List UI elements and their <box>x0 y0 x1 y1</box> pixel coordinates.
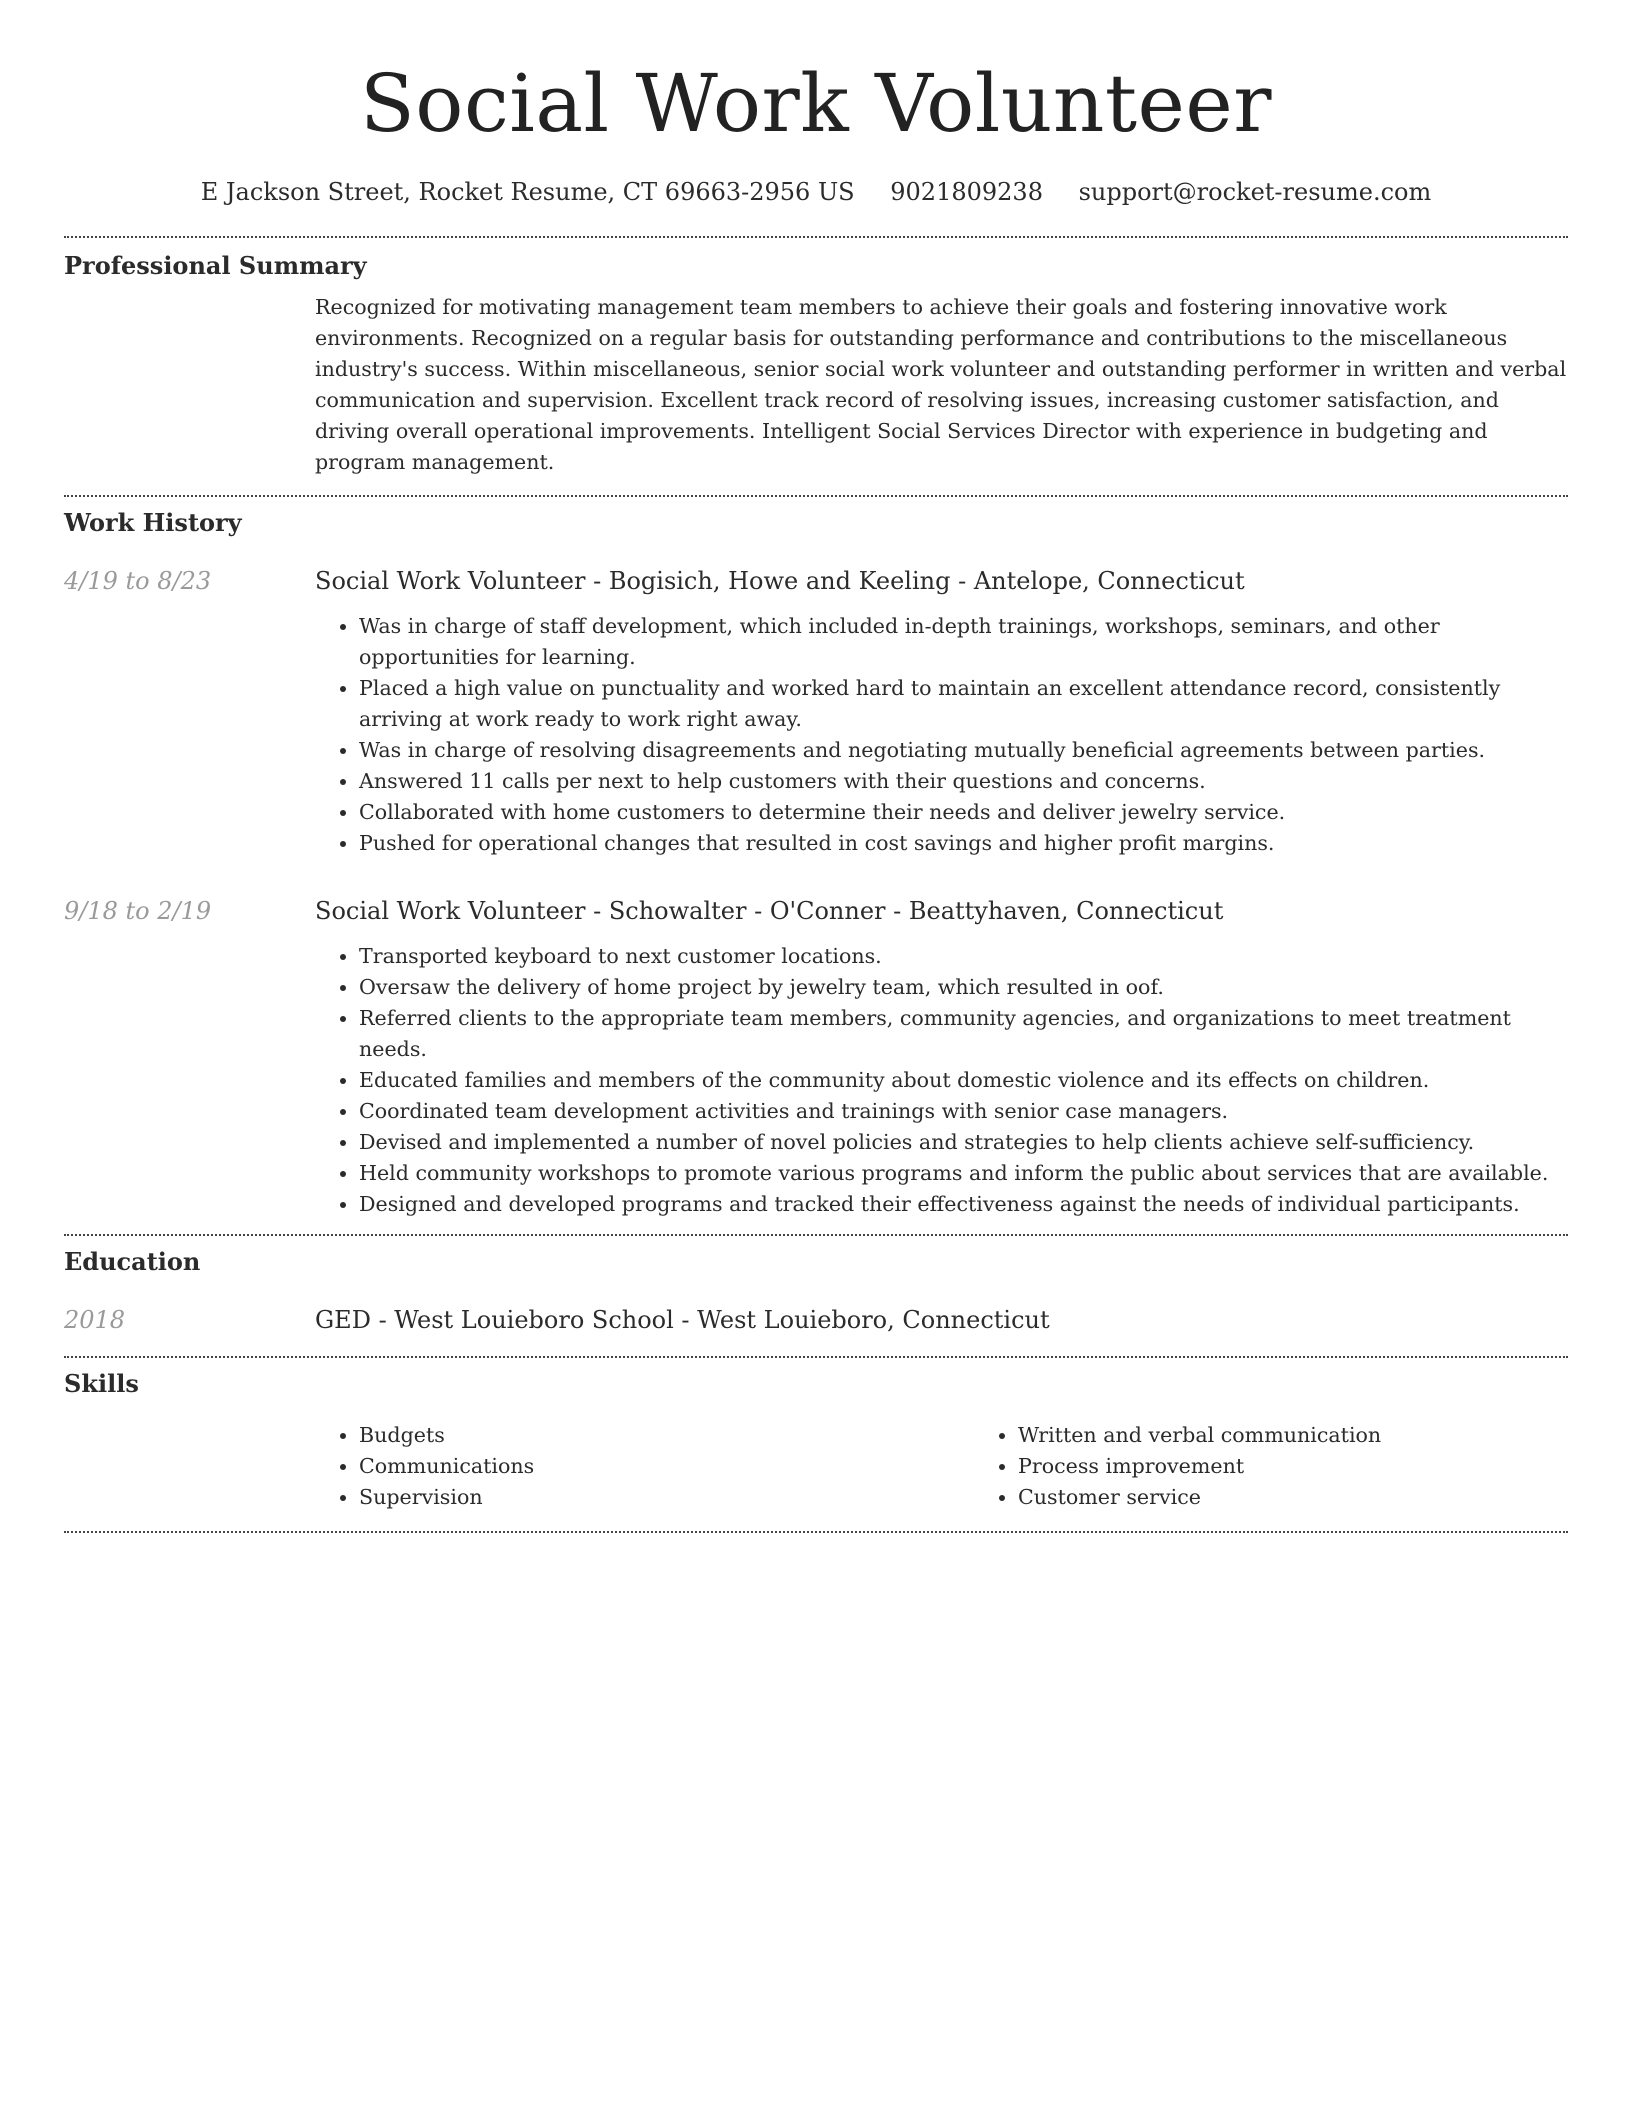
job-entry <box>64 565 1568 859</box>
list-item: • Placed a high value on punctuality and worked hard to maintain an excellent attendance record, consistently arriving at work ready to work right away. <box>359 673 1568 735</box>
skills-list-right <box>974 1420 1632 1513</box>
skills-list-left <box>315 1420 974 1513</box>
list-item: • Oversaw the delivery of home project by jewelry team, which resulted in oof. <box>359 972 1568 1003</box>
list-item: • Budgets <box>359 1420 974 1451</box>
list-item: • Referred clients to the appropriate team members, community agencies, and organizations to meet treatment needs. <box>359 1003 1568 1065</box>
education-year: 2018 <box>64 1306 126 1334</box>
summary-title: Professional Summary <box>64 251 367 280</box>
education-title: Education <box>64 1247 201 1276</box>
skills-grid <box>315 1420 1568 1513</box>
contact-address: E Jackson Street, Rocket Resume, CT 69663-2956 US <box>200 178 855 206</box>
list-item: • Written and verbal communication <box>1018 1420 1632 1451</box>
job-dates: 4/19 to 8/23 <box>64 567 212 595</box>
job-heading: Social Work Volunteer - Bogisich, Howe and Keeling - Antelope, Connecticut <box>315 567 1245 595</box>
contact-email: support@rocket-resume.com <box>1078 178 1432 206</box>
job-entry <box>64 895 1568 1220</box>
job-heading: Social Work Volunteer - Schowalter - O'Conner - Beattyhaven, Connecticut <box>315 897 1224 925</box>
resume-name: Social Work Volunteer <box>360 57 1272 150</box>
list-item: • Designed and developed programs and tracked their effectiveness against the needs of individual participants. <box>359 1189 1568 1220</box>
work-history-section <box>64 497 1568 1220</box>
list-item: • Collaborated with home customers to determine their needs and deliver jewelry service. <box>359 797 1568 828</box>
job-bullets <box>315 941 1568 1220</box>
list-item: • Devised and implemented a number of novel policies and strategies to help clients achieve self-sufficiency. <box>359 1127 1568 1158</box>
work-history-title: Work History <box>64 508 242 537</box>
list-item: • Process improvement <box>1018 1451 1632 1482</box>
summary-text: Recognized for motivating management team members to achieve their goals and fostering innovative work environments. Recognized on a regular basis for outstanding performance and contributions to the miscellaneous industry's success. Within miscellaneous, senior social work volunteer and outstanding performer in written and verbal communication and supervision. Excellent track record of resolving issues, increasing customer satisfaction, and driving overall operational improvements. Intelligent Social Services Director with experience in budgeting and program management. <box>315 295 1567 474</box>
list-item: • Was in charge of resolving disagreements and negotiating mutually beneficial agreements between parties. <box>359 735 1568 766</box>
list-item: • Was in charge of staff development, which included in-depth trainings, workshops, seminars, and other opportunities for learning. <box>359 611 1568 673</box>
list-item: • Pushed for operational changes that resulted in cost savings and higher profit margins. <box>359 828 1568 859</box>
list-item: • Educated families and members of the community about domestic violence and its effects on children. <box>359 1065 1568 1096</box>
job-dates: 9/18 to 2/19 <box>64 897 212 925</box>
list-item: • Supervision <box>359 1482 974 1513</box>
education-entry <box>64 1304 1568 1336</box>
contact-line <box>64 174 1568 210</box>
education-section <box>64 1236 1568 1336</box>
list-item: • Customer service <box>1018 1482 1632 1513</box>
list-item: • Held community workshops to promote various programs and inform the public about services that are available. <box>359 1158 1568 1189</box>
contact-phone: 9021809238 <box>890 178 1043 206</box>
list-item: • Transported keyboard to next customer locations. <box>359 941 1568 972</box>
list-item: • Answered 11 calls per next to help customers with their questions and concerns. <box>359 766 1568 797</box>
list-item: • Coordinated team development activities and trainings with senior case managers. <box>359 1096 1568 1127</box>
skills-title: Skills <box>64 1369 139 1398</box>
job-bullets <box>315 611 1568 859</box>
list-item: • Communications <box>359 1451 974 1482</box>
skills-section <box>64 1358 1568 1513</box>
education-heading: GED - West Louieboro School - West Louieboro, Connecticut <box>315 1306 1050 1334</box>
section-divider <box>64 1531 1568 1533</box>
